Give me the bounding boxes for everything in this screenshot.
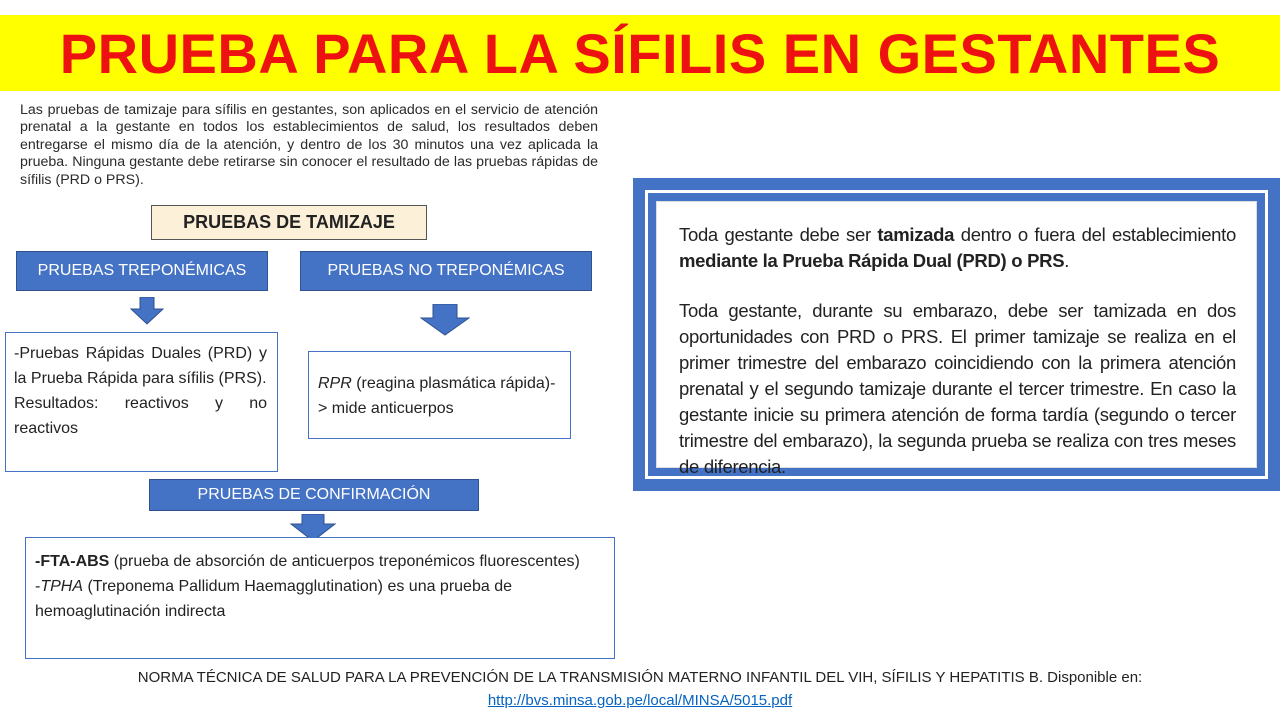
fta-text: (prueba de absorción de anticuerpos treponémicos fluorescentes) [109, 553, 580, 570]
tpha-text: (Treponema Pallidum Haemagglutination) es una prueba de hemoaglutinación indirecta [35, 578, 512, 620]
panel-p1-bold-prd: mediante la Prueba Rápida Dual (PRD) o PRS [679, 250, 1065, 271]
reference-text: NORMA TÉCNICA DE SALUD PARA LA PREVENCIÓN DE LA TRANSMISIÓN MATERNO INFANTIL DEL VIH, SÍFILIS Y HEPATITIS B. Disponible en: [137, 669, 1143, 686]
fta-abs-item [35, 549, 602, 574]
panel-p1-bold-tamizada: tamizada [877, 224, 955, 245]
down-arrow-icon [420, 304, 470, 336]
tpha-item [35, 574, 602, 624]
pruebas-treponemicas-label: PRUEBAS TREPONÉMICAS [16, 251, 268, 291]
reference-link[interactable]: http://bvs.minsa.gob.pe/local/MINSA/5015.pdf [487, 692, 793, 709]
fta-abbr: -FTA-ABS [35, 553, 110, 570]
treponemicas-text-1: -Pruebas Rápidas Duales (PRD) y la Prueba Rápida para sífilis (PRS). [14, 345, 267, 387]
confirmacion-description [25, 537, 615, 659]
pruebas-no-treponemicas-label: PRUEBAS NO TREPONÉMICAS [300, 251, 592, 291]
treponemicas-text-2: Resultados: reactivos y no reactivos [14, 395, 267, 437]
norma-panel [633, 178, 1280, 491]
rpr-abbr: RPR [318, 375, 352, 392]
treponemicas-description [5, 332, 278, 472]
pruebas-tamizaje-box: PRUEBAS DE TAMIZAJE [151, 205, 427, 240]
page-title: PRUEBA PARA LA SÍFILIS EN GESTANTES [59, 21, 1221, 85]
panel-paragraph-2: Toda gestante, durante su embarazo, debe ser tamizada en dos oportunidades con PRD o PRS. El primer tamizaje se realiza en el primer trimestre del embarazo coincidiendo con la primera atención prenatal y el segundo tamizaje durante el tercer trimestre. En caso la gestante inicie su primera atención de forma tardía (segundo o tercer trimestre del embarazo), la segunda prueba se realiza con tres meses de diferencia. [679, 300, 1236, 477]
panel-p1-text: dentro o fuera del establecimiento [954, 224, 1236, 245]
pruebas-confirmacion-label: PRUEBAS DE CONFIRMACIÓN [149, 479, 479, 511]
rpr-text: (reagina plasmática rápida)-> mide anticuerpos [318, 375, 556, 417]
tpha-prefix: - [35, 578, 41, 595]
panel-paragraph-1 [679, 222, 1236, 274]
rpr-description [308, 351, 571, 439]
intro-paragraph: Las pruebas de tamizaje para sífilis en gestantes, son aplicados en el servicio de atención prenatal a la gestante en todos los establecimientos de salud, los resultados deben entregarse el mismo día de la atención, y dentro de los 30 minutos una vez aplicada la prueba. Ninguna gestante debe retirarse sin conocer el resultado de las pruebas rápidas de sífilis (PRD o PRS). [20, 102, 598, 188]
footer-reference [0, 666, 1280, 712]
panel-p1-text: Toda gestante debe ser [679, 224, 878, 245]
panel-p1-text: . [1064, 250, 1070, 271]
panel-content [656, 201, 1257, 477]
title-banner [0, 15, 1280, 91]
panel-inner-frame [645, 190, 1268, 479]
down-arrow-icon [130, 297, 164, 325]
tpha-abbr: TPHA [40, 578, 83, 595]
